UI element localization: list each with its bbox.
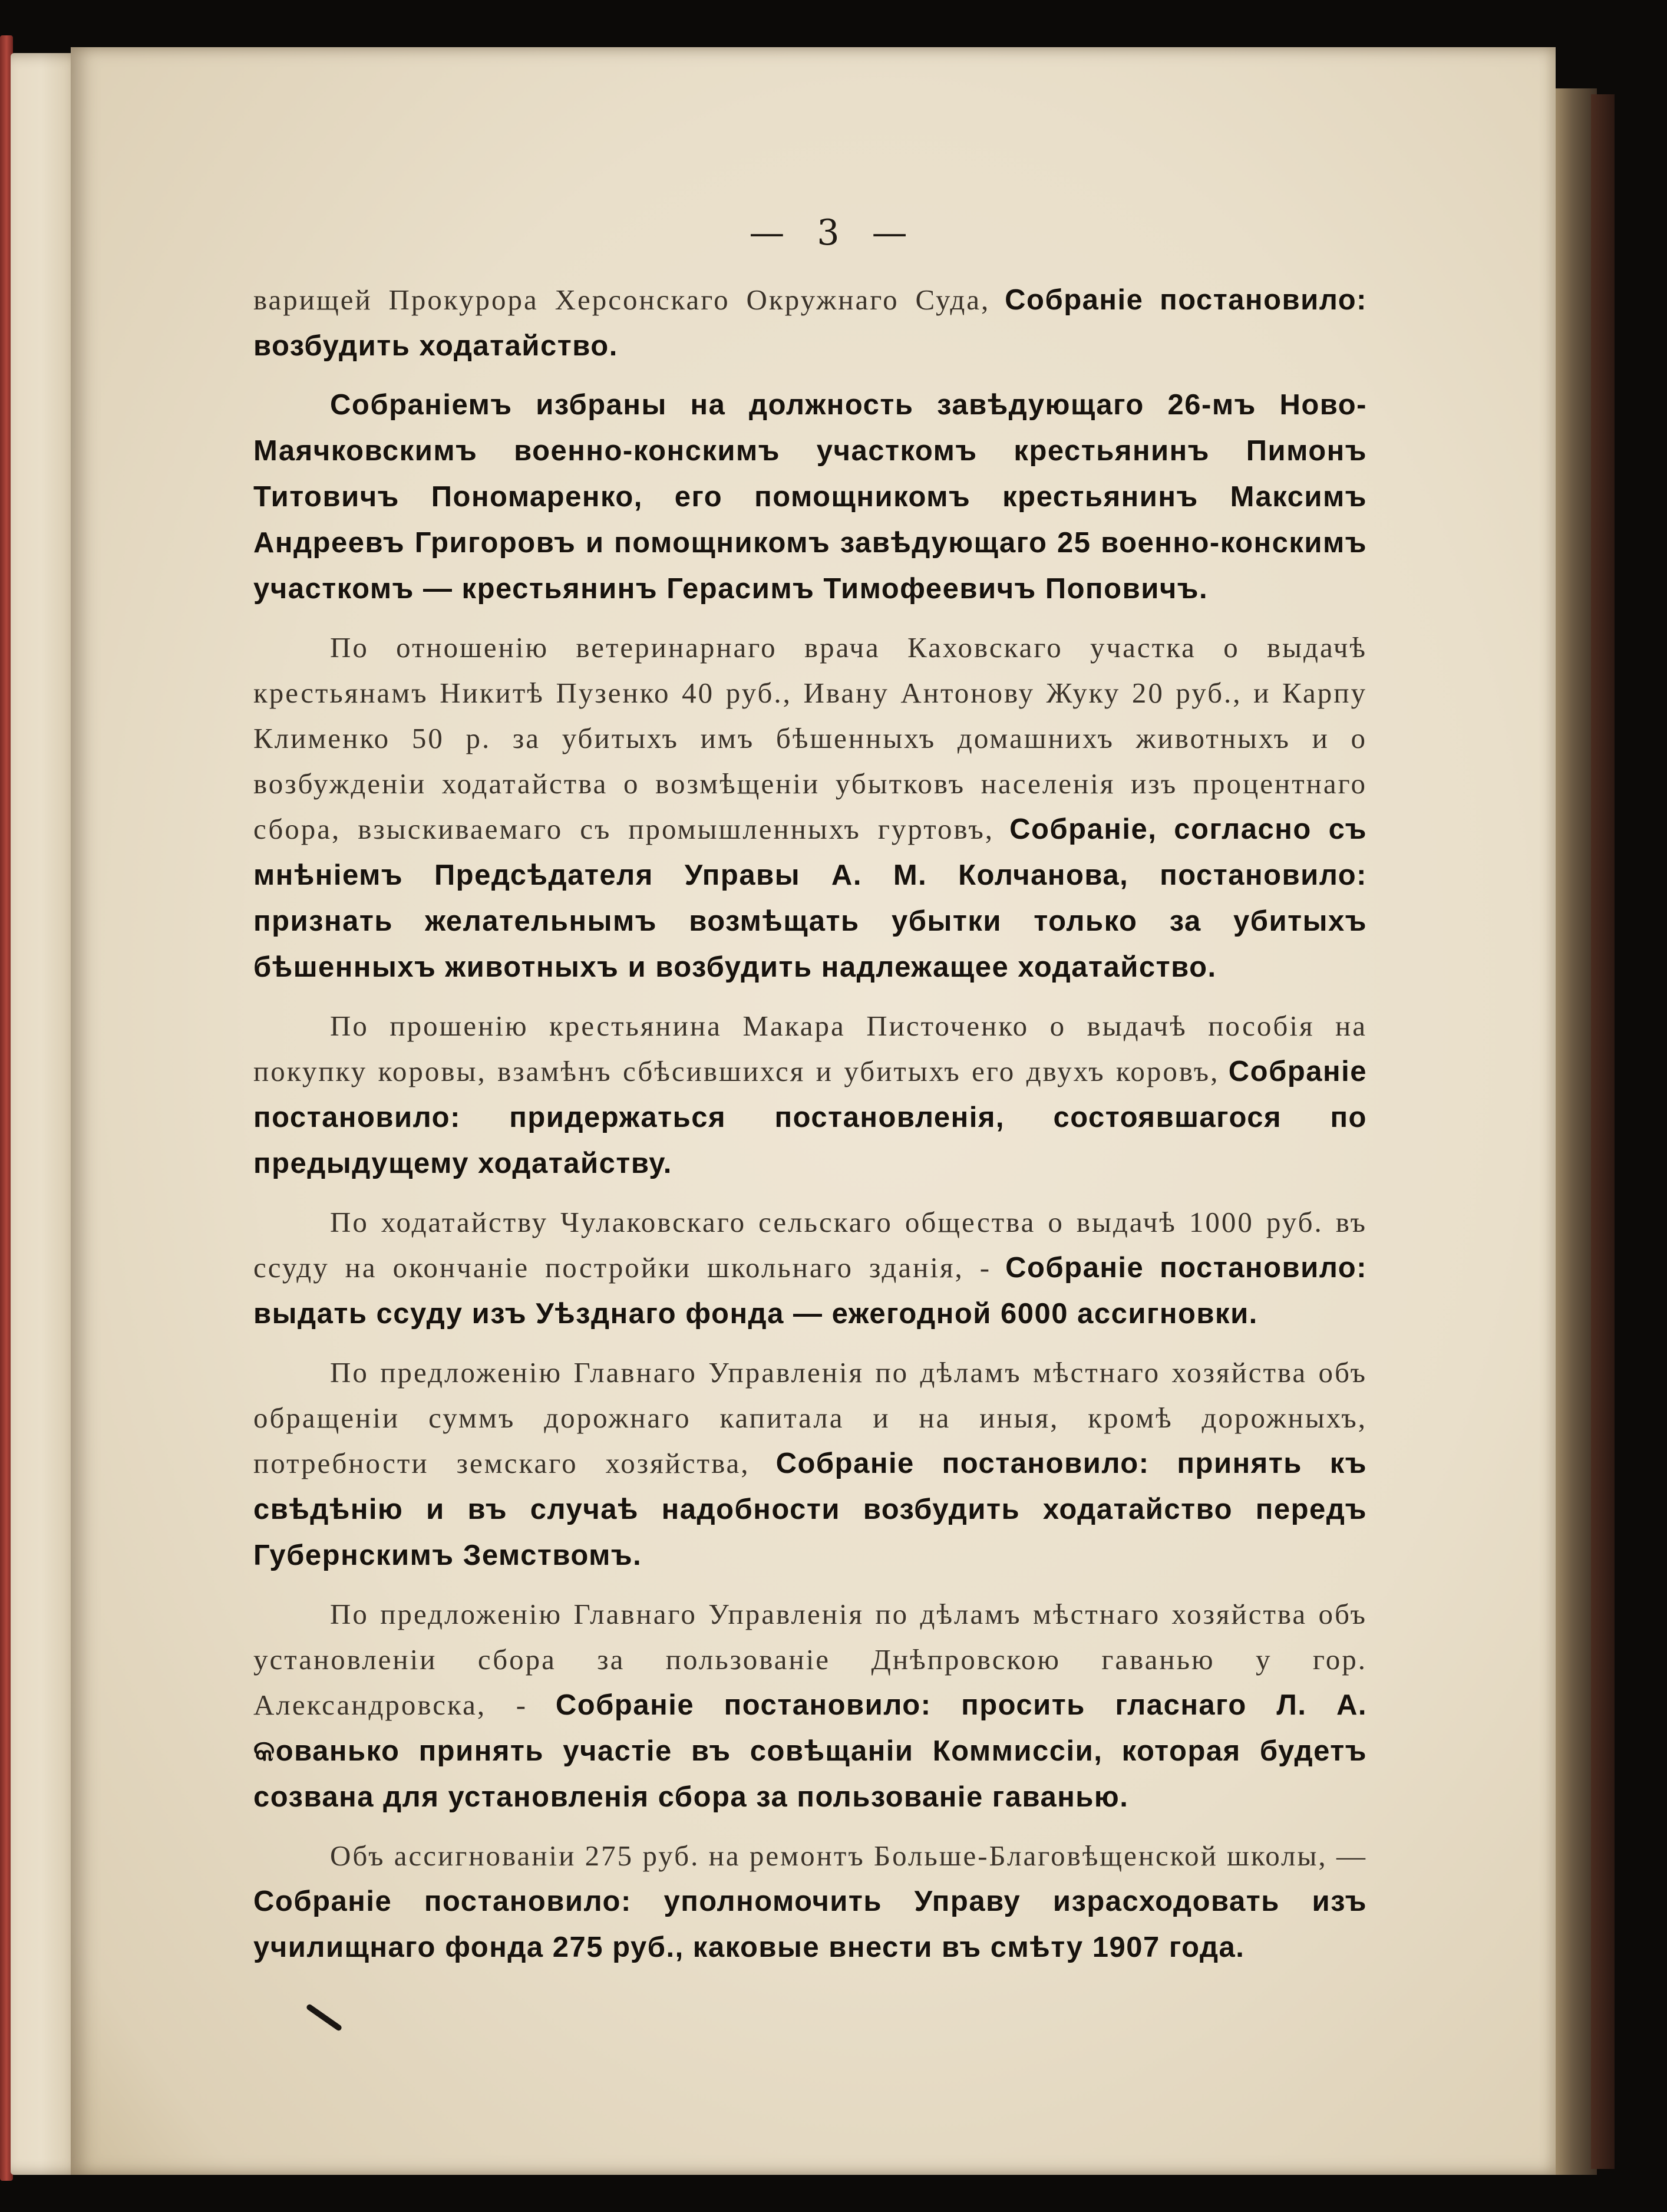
paragraph-2-resolution: Собраніемъ избраны на должность завѣдующаго 26-мъ Ново-Маячковскимъ военно-конскимъ участкомъ крестьянинъ Пимонъ Титовичъ Пономаренко, его помощникомъ крестьянинъ Максимъ Андреевъ Григоровъ и помощникомъ завѣдующаго 25 военно-конскимъ участкомъ — крестьянинъ Герасимъ Тимофеевичъ Поповичъ.	[253, 389, 1367, 605]
paragraph-1-resolution: Собраніе постановило: возбудить ходатайство.	[253, 284, 1367, 362]
book-cover-edge	[1591, 94, 1615, 2169]
paragraph-6-text: По предложенію Главнаго Управленія по дѣламъ мѣстнаго хозяйства объ обращеніи суммъ дорожнаго капитала и на иныя, кромѣ дорожныхъ, потребности земскаго хозяйства,	[253, 1356, 1367, 1479]
paragraph-1	[253, 277, 1367, 369]
paragraph-5-resolution: Собраніе постановило: выдать ссуду изъ Уѣзднаго фонда — ежегодной 6000 ассигновки.	[253, 1252, 1368, 1330]
paragraph-3-text: По отношенію ветеринарнаго врача Каховскаго участка о выдачѣ крестьянамъ Никитѣ Пузенко 40 руб., Ивану Антонову Жуку 20 руб., и Карпу Клименко 50 р. за убитыхъ имъ бѣшенныхъ домашнихъ животныхъ и о возбужденіи ходатайства о возмѣщеніи убытковъ населенія изъ процентнаго сбора, взыскиваемаго съ промышленныхъ гуртовъ,	[253, 631, 1367, 845]
paragraph-8-text: Объ ассигнованіи 275 руб. на ремонтъ Больше-Благовѣщенской школы, —	[330, 1840, 1367, 1872]
paragraph-3	[253, 625, 1367, 990]
paragraph-7-text: По предложенію Главнаго Управленія по дѣламъ мѣстнаго хозяйства объ установленіи сбора за пользованіе Днѣпровскою гаванью у гор. Александровска, -	[253, 1598, 1367, 1721]
paragraph-6	[253, 1350, 1367, 1578]
paragraph-7	[253, 1591, 1367, 1820]
paragraph-4-text: По прошенію крестьянина Макара Писточенко о выдачѣ пособія на покупку коровы, взамѣнъ сбѣсившихся и убитыхъ его двухъ коровъ,	[253, 1010, 1367, 1087]
paragraph-6-resolution: Собраніе постановило: принять къ свѣдѣнію и въ случаѣ надобности возбудить ходатайство передъ Губернскимъ Земствомъ.	[253, 1448, 1367, 1571]
document-body	[253, 277, 1367, 1983]
paragraph-3-resolution: Собраніе, согласно съ мнѣніемъ Предсѣдателя Управы А. М. Колчанова, постановило: признать желательнымъ возмѣщать убытки только за убитыхъ бѣшенныхъ животныхъ и возбудить надлежащее ходатайство.	[253, 813, 1367, 983]
paragraph-4	[253, 1003, 1367, 1186]
paragraph-2	[253, 382, 1367, 612]
paragraph-5	[253, 1199, 1367, 1337]
paragraph-8-resolution: Собраніе постановило: уполномочить Управу израсходовать изъ училищнаго фонда 275 руб., каковые внести въ смѣту 1907 года.	[253, 1885, 1367, 1963]
page-number: — 3 —	[749, 212, 918, 253]
paragraph-8	[253, 1833, 1367, 1970]
paragraph-7-resolution: Собраніе постановило: просить гласнаго Л. А. କованько принять участіе въ совѣщаніи Коммиссіи, которая будетъ созвана для установленія сбора за пользованіе гаванью.	[253, 1689, 1368, 1813]
paragraph-1-text: варищей Прокурора Херсонскаго Окружнаго Суда,	[253, 283, 991, 316]
paragraph-5-text: По ходатайству Чулаковскаго сельскаго общества о выдачѣ 1000 руб. въ ссуду на окончаніе постройки школьнаго зданія, -	[253, 1206, 1367, 1284]
paragraph-4-resolution: Собраніе постановило: придержаться постановленія, состоявшагося по предыдущему ходатайству.	[253, 1056, 1367, 1179]
